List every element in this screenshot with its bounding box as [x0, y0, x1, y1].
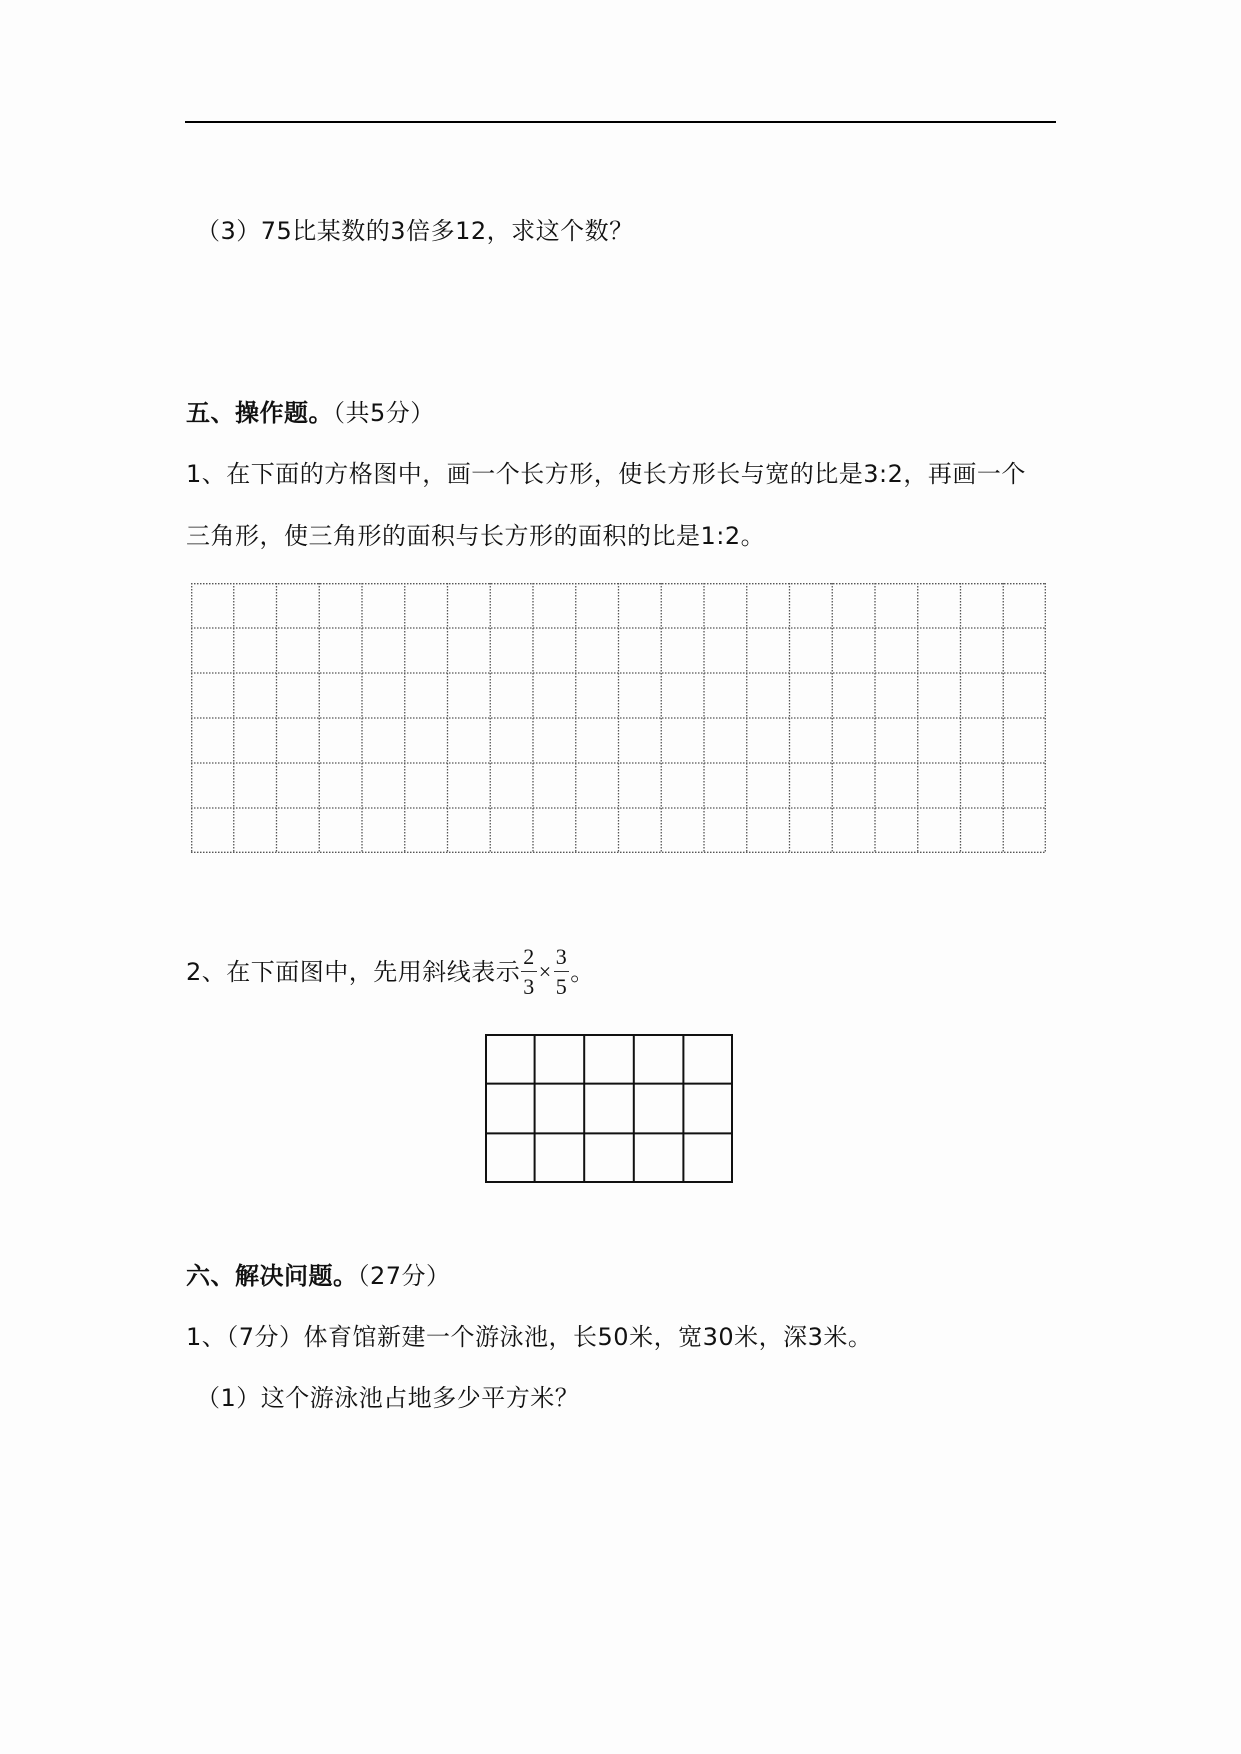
section-5-title: 五、操作题。	[186, 399, 333, 427]
section-5-score: （共5分）	[333, 399, 435, 427]
fraction-bar	[554, 971, 570, 972]
section-6-heading	[186, 1261, 451, 1291]
fraction-three-fifths	[554, 946, 570, 998]
dotted-square-grid[interactable]	[191, 583, 1046, 853]
fraction-two-thirds	[521, 946, 537, 998]
section-6-q1-text: 1、（7分）体育馆新建一个游泳池，长50米，宽30米，深3米。	[186, 1323, 873, 1351]
fraction1-denominator: 3	[523, 974, 535, 999]
section-5-heading	[186, 398, 435, 428]
fraction-bar	[521, 971, 537, 972]
header-rule	[185, 121, 1056, 123]
section-6-q1-sub1: （1）这个游泳池占地多少平方米？	[196, 1384, 580, 1412]
question-3-text: （3）75比某数的3倍多12，求这个数？	[196, 217, 634, 245]
section-5-q1-line2: 三角形，使三角形的面积与长方形的面积的比是1:2。	[186, 522, 766, 550]
solid-rectangle-grid[interactable]	[485, 1034, 733, 1183]
multiply-sign: ×	[538, 959, 552, 984]
fraction2-denominator: 5	[555, 974, 568, 999]
section-5-q2-line	[186, 946, 595, 998]
fraction2-numerator: 3	[555, 944, 568, 969]
q2-suffix: 。	[570, 958, 595, 986]
q2-prefix: 2、在下面图中，先用斜线表示	[186, 958, 521, 986]
fraction1-numerator: 2	[523, 944, 535, 969]
section-5-q1-line1: 1、在下面的方格图中，画一个长方形，使长方形长与宽的比是3:2，再画一个	[186, 460, 1026, 488]
section-6-title: 六、解决问题。	[186, 1262, 358, 1290]
section-6-score: （27分）	[357, 1262, 451, 1290]
